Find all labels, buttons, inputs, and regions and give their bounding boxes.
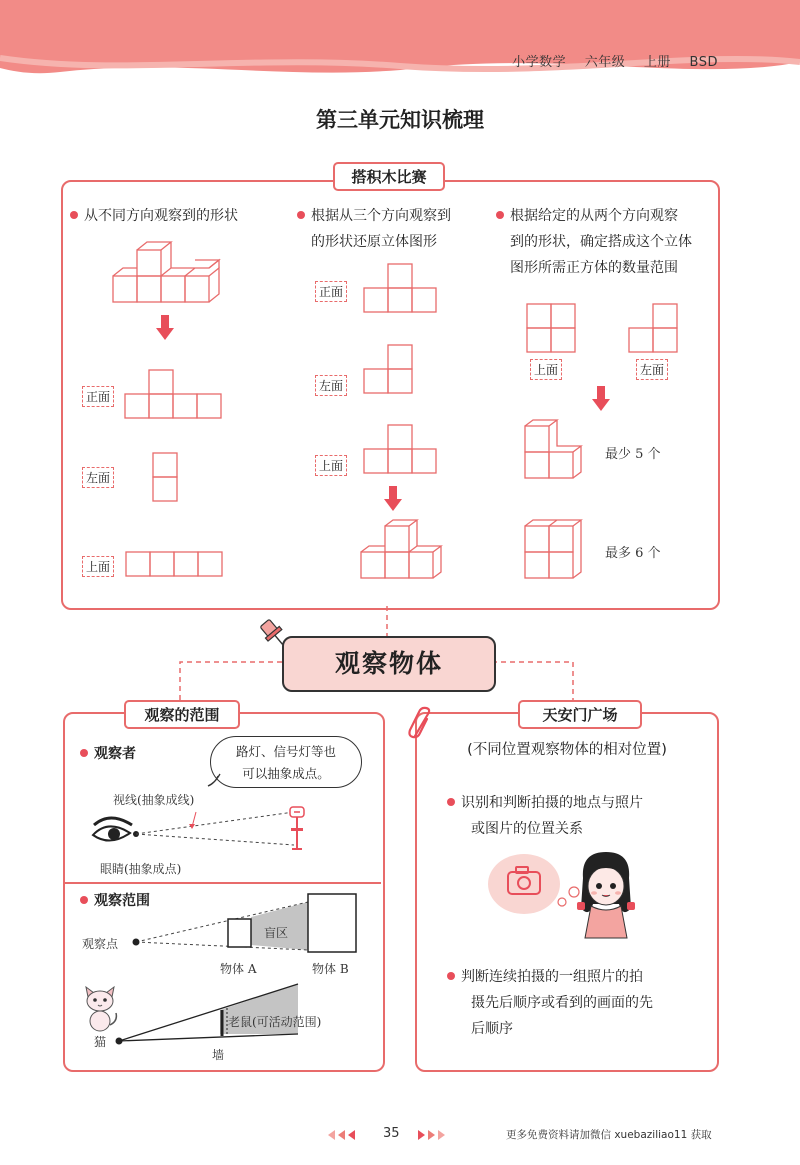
col2-front-label: 正面 [315, 281, 347, 302]
paperclip-icon [406, 706, 436, 742]
next-arrows-icon [417, 1129, 457, 1141]
square-subtitle: (不同位置观察物体的相对位置) [467, 742, 667, 758]
col3-left-label: 左面 [636, 359, 668, 380]
square-section-tag: 天安门广场 [518, 700, 642, 729]
range-divider [65, 882, 381, 884]
blocks-section-tag: 搭积木比赛 [333, 162, 445, 191]
page-title: 第三单元知识梳理 [316, 108, 484, 132]
sightline-label: 视线(抽象成线) [113, 793, 195, 807]
object-a-label: 物体 A [220, 962, 257, 976]
eye-label: 眼睛(抽象成点) [100, 862, 182, 876]
col1-front-label: 正面 [82, 386, 114, 407]
mouse-label: 老鼠(可活动范围) [228, 1015, 322, 1029]
page-number: 35 [383, 1126, 400, 1141]
header-volume: 上册 [643, 55, 671, 70]
header-edition: BSD [689, 55, 718, 70]
blind-area-label: 盲区 [264, 926, 289, 940]
wall-label: 墙 [212, 1048, 225, 1062]
range-diagram [130, 892, 360, 962]
observation-point-label: 观察点 [82, 937, 119, 951]
footer-note: 更多免费资料请加微信 xuebaziliao11 获取 [506, 1129, 712, 1141]
observer-heading: 观察者 [80, 741, 136, 767]
col1-left-label: 左面 [82, 467, 114, 488]
col1-top-label: 上面 [82, 556, 114, 577]
square-item-1: 识别和判断拍摄的地点与照片 或图片的位置关系 [447, 790, 643, 842]
range-section-tag: 观察的范围 [124, 700, 240, 729]
range-heading: 观察范围 [80, 888, 150, 914]
bullet-dot [80, 749, 88, 757]
header-grade: 六年级 [584, 55, 626, 70]
speech-bubble: 路灯、信号灯等也 可以抽象成点。 [210, 736, 362, 788]
col2-left-label: 左面 [315, 375, 347, 396]
prev-arrows-icon [327, 1129, 367, 1141]
col3-top-label: 上面 [530, 359, 562, 380]
bubble-tail [206, 770, 226, 790]
col2-top-label: 上面 [315, 455, 347, 476]
bullet-dot [447, 798, 455, 806]
col3-max-label: 最多 6 个 [605, 546, 661, 561]
col3-heading: 根据给定的从两个方向观察 到的形状，确定搭成这个立体 图形所需正方体的数量范围 [496, 203, 692, 281]
camera-icon [486, 852, 566, 916]
bullet-dot [80, 896, 88, 904]
square-item-2: 判断连续拍摄的一组照片的拍 摄先后顺序或看到的画面的先 后顺序 [447, 964, 653, 1042]
header-subject: 小学数学 [512, 55, 567, 70]
observer-diagram [88, 805, 328, 865]
object-b-label: 物体 B [312, 962, 349, 976]
col2-heading: 根据从三个方向观察到 的形状还原立体图形 [297, 203, 451, 255]
cat-label: 猫 [94, 1035, 107, 1049]
col3-min-label: 最少 5 个 [605, 447, 661, 462]
girl-icon [573, 848, 639, 940]
bullet-dot [447, 972, 455, 980]
col1-heading: 从不同方向观察到的形状 [70, 203, 238, 229]
central-topic: 观察物体 [282, 636, 496, 692]
